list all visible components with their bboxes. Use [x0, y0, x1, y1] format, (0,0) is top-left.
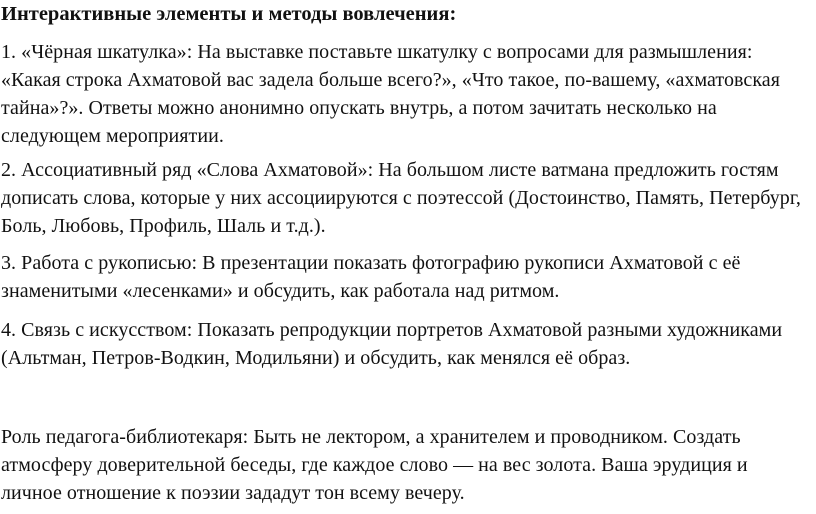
closing-paragraph: Роль педагога-библиотекаря: Быть не лектором, а хранителем и проводником. Создать атмосферу доверительной беседы, где каждое слово — на вес золота. Ваша эрудиция и личное отношение к поэзии зададут тон всему вечеру.	[1, 426, 748, 504]
item-manuscript: 3. Работа с рукописью: В презентации показать фотографию рукописи Ахматовой с её знаменитыми «лесенками» и обсудить, как работала над ритмом.	[1, 252, 741, 302]
section-heading: Интерактивные элементы и методы вовлечения:	[1, 3, 457, 25]
item-art-connection: 4. Связь с искусством: Показать репродукции портретов Ахматовой разными художниками (Альтман, Петров-Водкин, Модильяни) и обсудить, как менялся её образ.	[1, 319, 783, 369]
item-black-box: 1. «Чёрная шкатулка»: На выставке поставьте шкатулку с вопросами для размышления: «Какая строка Ахматовой вас задела больше всего?», «Что такое, по-вашему, «ахматовская тайна»?». Ответы можно анонимно опускать внутрь, а потом зачитать несколько на следующем мероприятии.	[1, 41, 780, 147]
item-association-row: 2. Ассоциативный ряд «Слова Ахматовой»: На большом листе ватмана предложить гостям дописать слова, которые у них ассоциируются с поэтессой (Достоинство, Память, Петербург, Боль, Любовь, Профиль, Шаль и т.д.).	[1, 159, 801, 237]
